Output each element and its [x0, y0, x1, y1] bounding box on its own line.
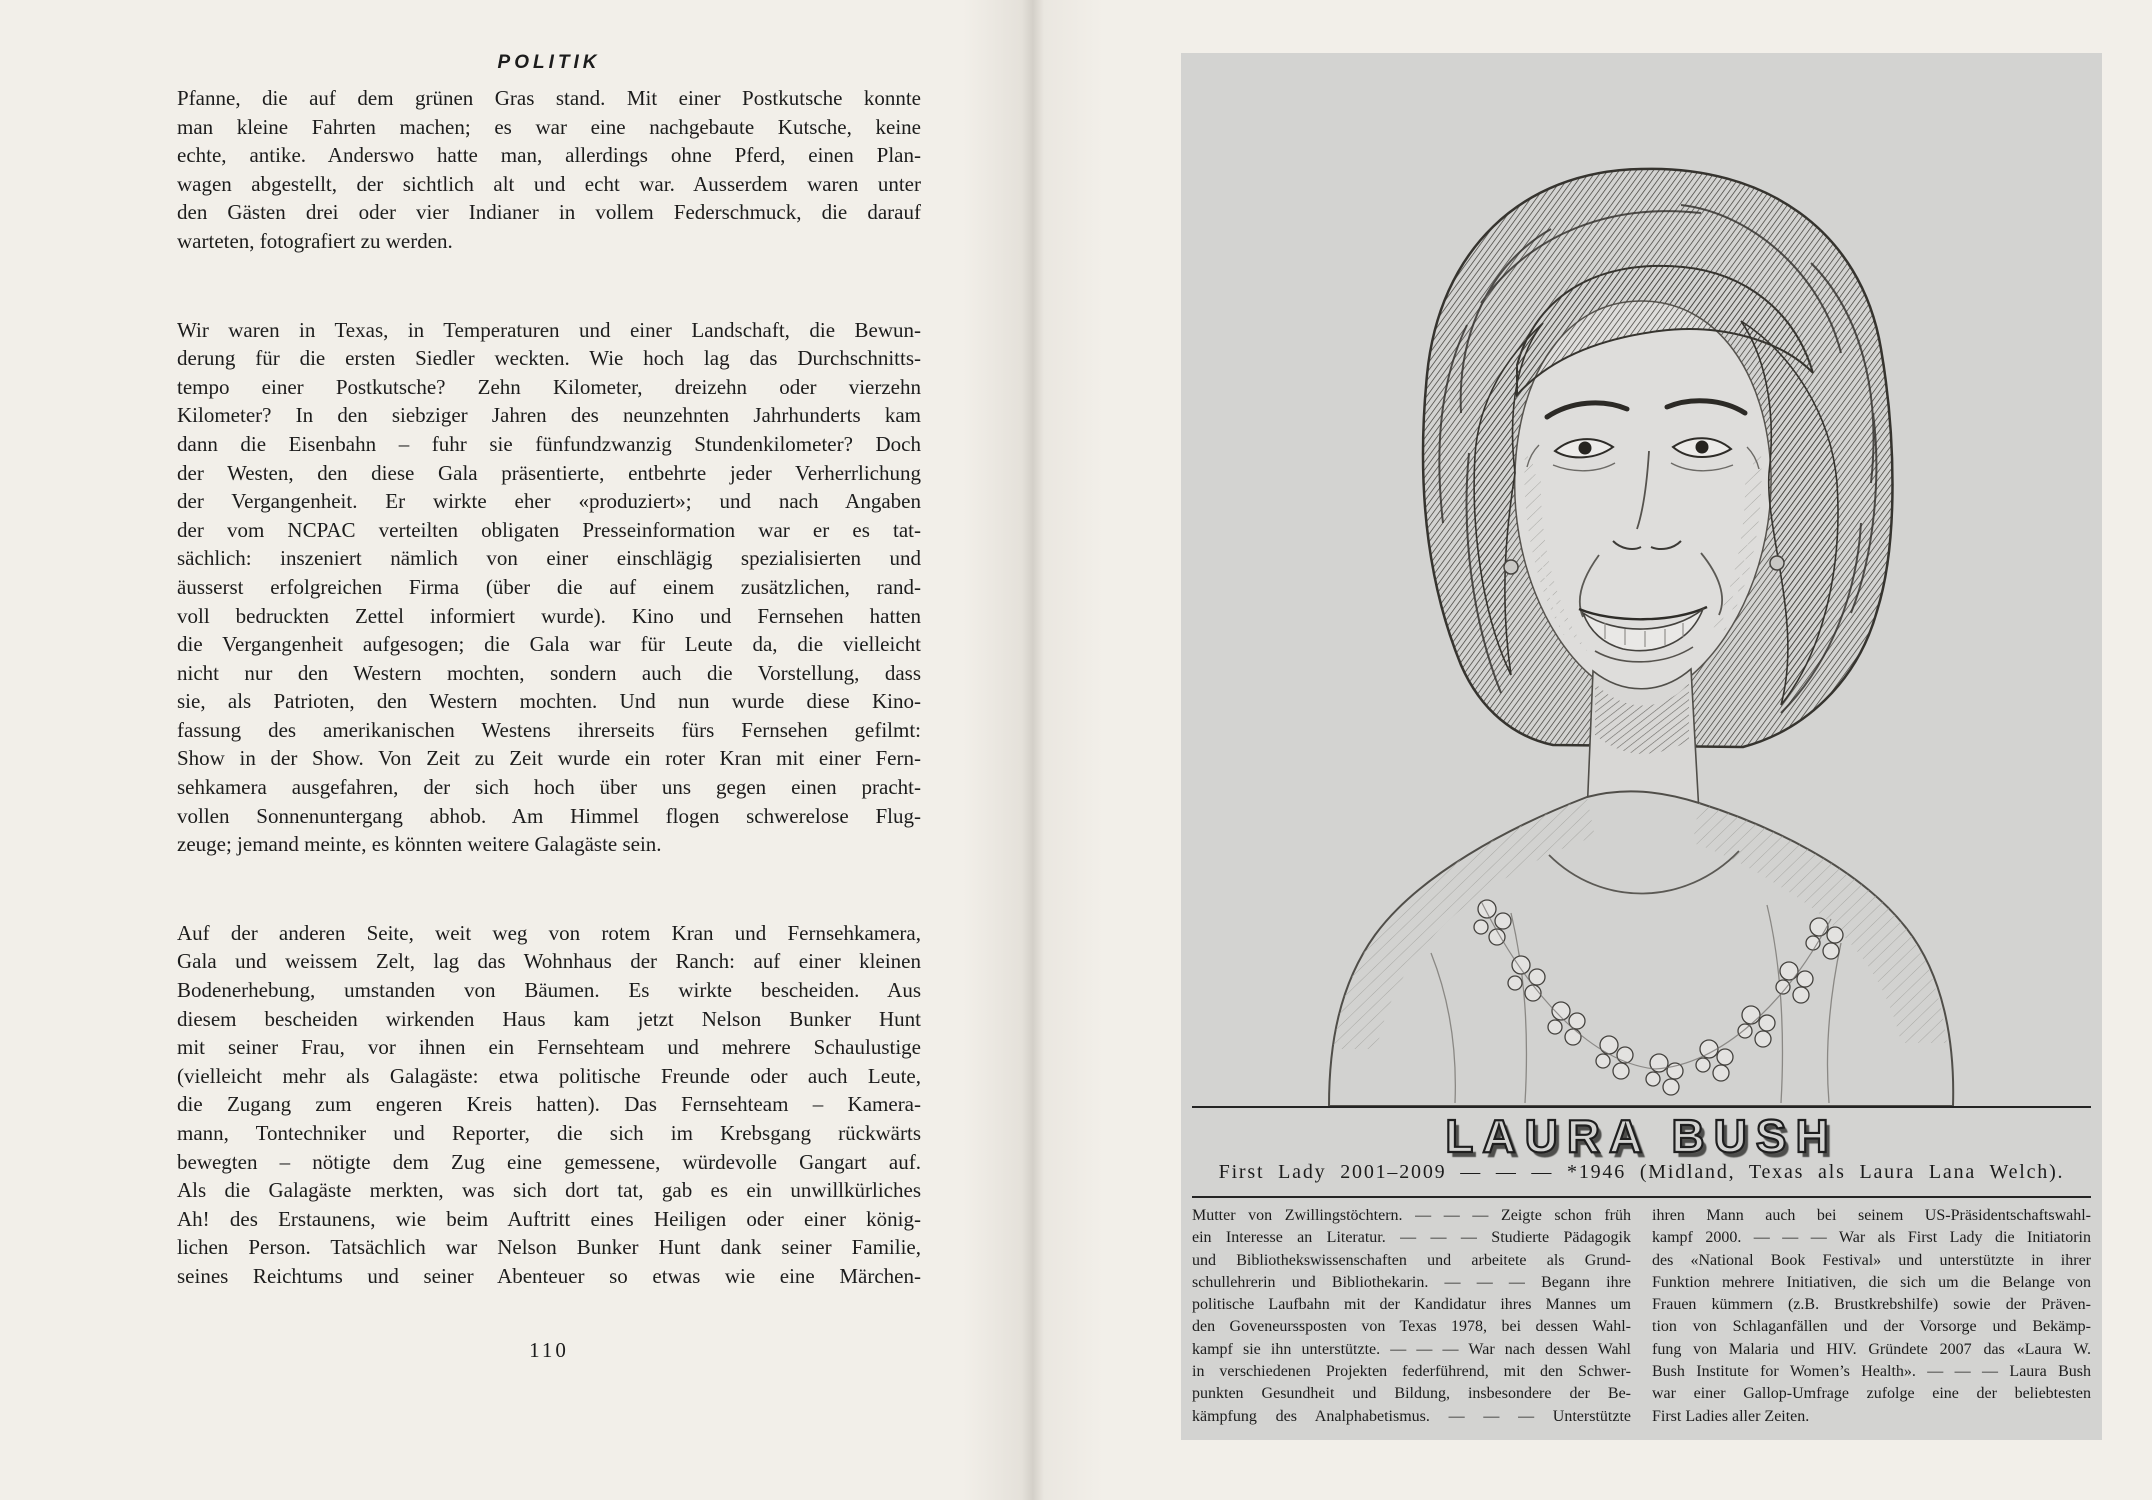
page-fold-shadow	[963, 0, 1103, 1500]
text-line: sehkamera ausgefahren, der sich hoch über uns gegen einen pracht-	[177, 775, 921, 800]
text-line: der Westen, den diese Gala präsentierte, entbehrte jeder Verherrlichung	[177, 460, 921, 485]
text-line: ein Interesse an Literatur. — — — Studierte Pädagogik	[1192, 1229, 1631, 1247]
text-line: war einer Gallop-Umfrage zufolge eine der beliebtesten	[1652, 1385, 2091, 1403]
profile-subtitle: First Lady 2001–2009 — — — *1946 (Midland, Texas als Laura Lana Welch).	[1218, 1161, 2065, 1183]
text-line: den Gästen drei oder vier Indianer in vollem Federschmuck, die darauf	[177, 200, 921, 225]
text-line: Wir waren in Texas, in Temperaturen und einer Landschaft, die Bewun-	[177, 317, 921, 342]
text-line: fung von Malaria und HIV. Gründete 2007 das «Laura W.	[1652, 1340, 2091, 1358]
body-text	[177, 84, 921, 1351]
text-line: tempo einer Postkutsche? Zehn Kilometer, dreizehn oder vierzehn	[177, 374, 921, 399]
text-line: mit seiner Frau, vor ihnen ein Fernsehteam und mehrere Schaulustige	[177, 1035, 921, 1060]
text-line: fassung des amerikanischen Westens ihrerseits fürs Fernsehen gefilmt:	[177, 717, 921, 742]
text-line: Pfanne, die auf dem grünen Gras stand. Mit einer Postkutsche konnte	[177, 86, 921, 110]
text-line: äusserst erfolgreichen Firma (über die auf einem zusätzlichen, rand-	[177, 574, 921, 599]
text-line: man kleine Fahrten machen; es war eine nachgebaute Kutsche, keine	[177, 114, 921, 139]
text-line: Ah! des Erstaunens, wie beim Auftritt eines Heiligen oder einer könig-	[177, 1206, 921, 1231]
text-line: vollen Sonnenuntergang abhob. Am Himmel flogen schwerelose Flug-	[177, 803, 921, 828]
text-line: punkten Gesundheit und Bildung, insbesondere der Be-	[1192, 1385, 1631, 1403]
bio-text	[1192, 1205, 2091, 1428]
paragraph	[177, 316, 921, 859]
text-line: Als die Galagäste merkten, was sich dort tat, gab es ein unwillkürliches	[177, 1178, 921, 1203]
text-line: mann, Tontechniker und Reporter, die sich im Krebsgang rückwärts	[177, 1121, 921, 1145]
text-line: diesem bescheiden wirkenden Haus kam jetzt Nelson Bunker Hunt	[177, 1006, 921, 1031]
profile-title: LAURA BUSH	[1445, 1110, 1838, 1162]
text-line: echte, antike. Anderswo hatte man, allerdings ohne Pferd, einen Plan-	[177, 143, 921, 168]
text-line: warteten, fotografiert zu werden.	[177, 228, 453, 253]
laura-bush-portrait-illustration	[1181, 53, 2102, 1106]
text-line: dann die Eisenbahn – fuhr sie fünfundzwanzig Stundenkilometer? Doch	[177, 431, 921, 456]
text-line: und Bibliothekswissenschaften und arbeitete als Grund-	[1192, 1251, 1631, 1269]
text-line: Auf der anderen Seite, weit weg von rotem Kran und Fernsehkamera,	[177, 920, 921, 945]
page-number: 110	[529, 1338, 569, 1362]
divider-rule-bottom	[1192, 1196, 2091, 1198]
text-line: Funktion mehrere Initiativen, die sich um die Belange von	[1652, 1273, 2091, 1291]
text-line: der vom NCPAC verteilten obligaten Presseinformation war er es tat-	[177, 517, 921, 542]
text-line: sie, als Patrioten, den Western mochten. Und nun wurde diese Kino-	[177, 689, 921, 714]
text-line: kämpfung des Analphabetismus. — — — Unterstützte	[1192, 1407, 1631, 1425]
bio-column-left	[1192, 1205, 1631, 1428]
text-line: politische Laufbahn mit der Kandidatur ihres Mannes um	[1192, 1296, 1631, 1314]
bio-column-right	[1652, 1205, 2091, 1428]
text-line: kampf sie ihn unterstützte. — — — War nach dessen Wahl	[1192, 1340, 1631, 1358]
text-line: First Ladies aller Zeiten.	[1652, 1407, 1810, 1425]
text-line: Bodenerhebung, umstanden von Bäumen. Es wirkte bescheiden. Aus	[177, 978, 921, 1003]
text-line: sächlich: inszeniert nämlich von einer einschlägig spezialisierten und	[177, 546, 921, 571]
text-line: seines Reichtums und seiner Abenteuer so etwas wie eine Märchen-	[177, 1263, 921, 1288]
running-header: POLITIK	[497, 52, 601, 73]
text-line: in verschiedenen Projekten federführend, mit den Schwer-	[1192, 1363, 1631, 1381]
text-line: Frauen kümmern (z.B. Brustkrebshilfe) sowie der Präven-	[1652, 1296, 2091, 1314]
text-line: Mutter von Zwillingstöchtern. — — — Zeigte schon früh	[1192, 1207, 1631, 1224]
text-line: Bush Institute for Women’s Health». — — — Laura Bush	[1652, 1363, 2091, 1381]
text-line: lichen Person. Tatsächlich war Nelson Bunker Hunt dank seiner Familie,	[177, 1235, 921, 1260]
text-line: des «National Book Festival» und unterstützte in ihrer	[1652, 1251, 2091, 1269]
text-line: bewegten – nötigte dem Zug eine gemessene, würdevolle Gangart auf.	[177, 1149, 921, 1174]
text-line: wagen abgestellt, der sichtlich alt und echt war. Ausserdem waren unter	[177, 171, 921, 196]
text-line: voll bedruckten Zettel informiert wurde). Kino und Fernsehen hatten	[177, 603, 921, 628]
text-line: die Zugang zum engeren Kreis hatten). Das Fernsehteam – Kamera-	[177, 1092, 921, 1117]
profile-panel	[1181, 53, 2102, 1440]
text-line: Kilometer? In den siebziger Jahren des neunzehnten Jahrhunderts kam	[177, 403, 921, 428]
text-line: ihren Mann auch bei seinem US-Präsidentschaftswahl-	[1652, 1207, 2091, 1224]
text-line: der Vergangenheit. Er wirkte eher «produziert»; und nach Angaben	[177, 489, 921, 514]
text-line: zeuge; jemand meinte, es könnten weitere Galagäste sein.	[177, 832, 662, 857]
text-line: derung für die ersten Siedler weckten. Wie hoch lag das Durchschnitts-	[177, 346, 921, 371]
text-line: Gala und weissem Zelt, lag das Wohnhaus der Ranch: auf einer kleinen	[177, 949, 921, 974]
text-line: kampf 2000. — — — War als First Lady die Initiatorin	[1652, 1229, 2091, 1247]
paragraph	[177, 84, 921, 256]
paragraph	[177, 919, 921, 1291]
divider-rule-top	[1192, 1106, 2091, 1108]
text-line: schullehrerin und Bibliothekarin. — — — Begann ihre	[1192, 1273, 1631, 1291]
text-line: Show in der Show. Von Zeit zu Zeit wurde ein roter Kran mit einer Fern-	[177, 746, 921, 771]
text-line: die Vergangenheit aufgesogen; die Gala war für Leute da, die vielleicht	[177, 632, 921, 657]
text-line: (vielleicht mehr als Galagäste: etwa politische Freunde oder auch Leute,	[177, 1063, 921, 1088]
text-line: tion von Schlaganfällen und der Vorsorge und Bekämp-	[1652, 1318, 2091, 1336]
text-line: den Goveneurssposten von Texas 1978, bei dessen Wahl-	[1192, 1318, 1631, 1336]
text-line: nicht nur den Western mochten, sondern auch die Vorstellung, dass	[177, 660, 921, 685]
